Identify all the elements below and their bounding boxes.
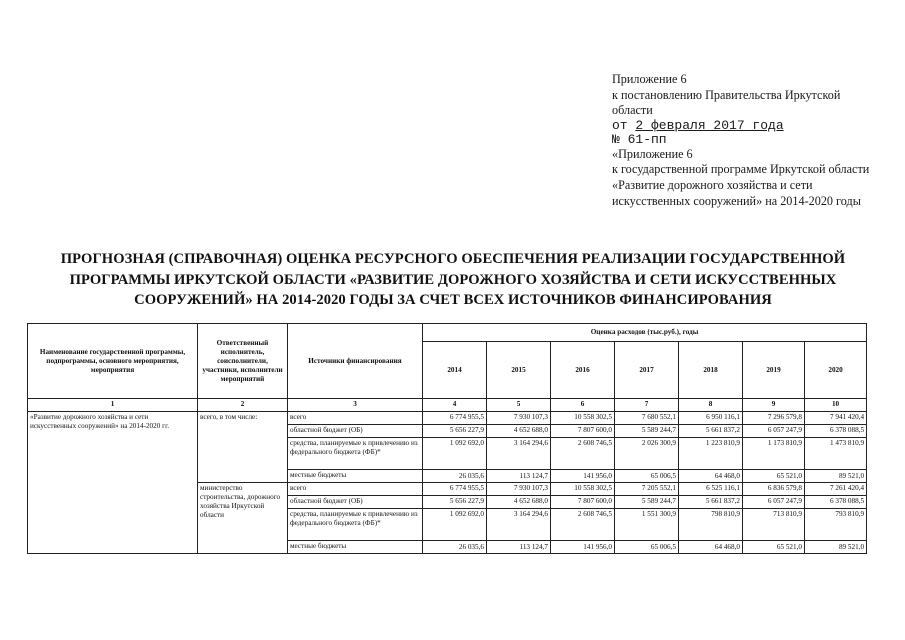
column-number-row (28, 399, 867, 412)
value-cell: 1 092 692,0 (423, 438, 487, 470)
value-cell: 3 164 294,6 (487, 509, 551, 541)
column-number: 6 (551, 399, 615, 412)
value-cell: 2 026 300,9 (615, 438, 679, 470)
column-number: 9 (743, 399, 805, 412)
appendix-line: области (612, 103, 653, 118)
value-cell: 65 006,5 (615, 541, 679, 554)
value-cell: 10 558 302,5 (551, 412, 615, 425)
value-cell: 141 956,0 (551, 470, 615, 483)
value-cell: 113 124,7 (487, 541, 551, 554)
appendix-line: к постановлению Правительства Иркутской (612, 87, 841, 102)
value-cell: 713 810,9 (743, 509, 805, 541)
column-number: 2 (198, 399, 288, 412)
appendix-line: «Приложение 6 (612, 146, 693, 161)
date-prefix: от (612, 117, 636, 133)
value-cell: 6 950 116,1 (679, 412, 743, 425)
value-cell: 7 941 420,4 (805, 412, 867, 425)
value-cell: 6 378 088,5 (805, 496, 867, 509)
column-number: 10 (805, 399, 867, 412)
value-cell: 7 930 107,3 (487, 483, 551, 496)
program-name-cell: «Развитие дорожного хозяйства и сети искусственных сооружений» на 2014-2020 гг. (28, 412, 198, 554)
value-cell: 89 521,0 (805, 470, 867, 483)
value-cell: 6 057 247,9 (743, 496, 805, 509)
column-number: 8 (679, 399, 743, 412)
value-cell: 65 521,0 (743, 541, 805, 554)
value-cell: 7 296 579,8 (743, 412, 805, 425)
value-cell: 65 006,5 (615, 470, 679, 483)
value-cell: 1 473 810,9 (805, 438, 867, 470)
header-year: 2019 (743, 342, 805, 399)
source-cell: местные бюджеты (288, 541, 423, 554)
value-cell: 6 525 116,1 (679, 483, 743, 496)
document-title: ПРОГНОЗНАЯ (СПРАВОЧНАЯ) ОЦЕНКА РЕСУРСНОГО ОБЕСПЕЧЕНИЯ РЕАЛИЗАЦИИ ГОСУДАРСТВЕННОЙ ПРОГРАММЫ ИРКУТСКОЙ ОБЛАСТИ «РАЗВИТИЕ ДОРОЖНОГО ХОЗЯЙСТВА И СЕТИ ИСКУССТВЕННЫХ СООРУЖЕНИЙ» НА 2014-2020 ГОДЫ ЗА СЧЕТ ВСЕХ ИСТОЧНИКОВ ФИНАНСИРОВАНИЯ (60, 251, 846, 308)
header-estimate: Оценка расходов (тыс.руб.), годы (423, 324, 867, 342)
value-cell: 141 956,0 (551, 541, 615, 554)
value-cell: 5 589 244,7 (615, 425, 679, 438)
source-cell: средства, планируемые к привлечению из федерального бюджета (ФБ)* (288, 509, 423, 541)
value-cell: 5 661 837,2 (679, 496, 743, 509)
value-cell: 1 551 300,9 (615, 509, 679, 541)
header-year: 2016 (551, 342, 615, 399)
column-number: 5 (487, 399, 551, 412)
value-cell: 6 057 247,9 (743, 425, 805, 438)
appendix-line: к государственной программе Иркутской области «Развитие дорожного хозяйства и сети искусственных сооружений» на 2014-2020 годы (612, 162, 870, 208)
value-cell: 89 521,0 (805, 541, 867, 554)
value-cell: 6 774 955,5 (423, 483, 487, 496)
value-cell: 7 205 552,1 (615, 483, 679, 496)
header-year: 2017 (615, 342, 679, 399)
header-year: 2015 (487, 342, 551, 399)
executor-cell: министерство строительства, дорожного хозяйства Иркутской области (198, 483, 288, 554)
column-number: 7 (615, 399, 679, 412)
source-cell: средства, планируемые к привлечению из федерального бюджета (ФБ)* (288, 438, 423, 470)
appendix-line: Приложение 6 (612, 72, 687, 86)
source-cell: всего (288, 483, 423, 496)
appendix-date-line (612, 119, 872, 133)
value-cell: 6 836 579,8 (743, 483, 805, 496)
value-cell: 65 521,0 (743, 470, 805, 483)
column-number: 4 (423, 399, 487, 412)
value-cell: 4 652 688,0 (487, 425, 551, 438)
value-cell: 6 774 955,5 (423, 412, 487, 425)
value-cell: 7 807 600,0 (551, 425, 615, 438)
value-cell: 7 807 600,0 (551, 496, 615, 509)
header-year: 2014 (423, 342, 487, 399)
value-cell: 7 261 420,4 (805, 483, 867, 496)
resource-table (27, 323, 867, 554)
value-cell: 5 656 227,9 (423, 425, 487, 438)
value-cell: 2 608 746,5 (551, 509, 615, 541)
value-cell: 5 656 227,9 (423, 496, 487, 509)
column-number: 3 (288, 399, 423, 412)
source-cell: областной бюджет (ОБ) (288, 425, 423, 438)
header-name: Наименование государственной программы, подпрограммы, основного мероприятия, мероприятия (28, 324, 198, 399)
value-cell: 798 810,9 (679, 509, 743, 541)
value-cell: 10 558 302,5 (551, 483, 615, 496)
header-source: Источники финансирования (288, 324, 423, 399)
value-cell: 793 810,9 (805, 509, 867, 541)
appendix-block (612, 72, 872, 209)
source-cell: областной бюджет (ОБ) (288, 496, 423, 509)
value-cell: 26 035,6 (423, 541, 487, 554)
value-cell: 6 378 088,5 (805, 425, 867, 438)
value-cell: 7 680 552,1 (615, 412, 679, 425)
value-cell: 64 468,0 (679, 470, 743, 483)
column-number: 1 (28, 399, 198, 412)
source-cell: местные бюджеты (288, 470, 423, 483)
value-cell: 2 608 746,5 (551, 438, 615, 470)
date-value: 2 февраля 2017 года (635, 117, 784, 133)
value-cell: 1 173 810,9 (743, 438, 805, 470)
value-cell: 26 035,6 (423, 470, 487, 483)
executor-cell: всего, в том числе: (198, 412, 288, 483)
value-cell: 64 468,0 (679, 541, 743, 554)
table-row (28, 412, 867, 425)
header-year: 2018 (679, 342, 743, 399)
value-cell: 113 124,7 (487, 470, 551, 483)
value-cell: 4 652 688,0 (487, 496, 551, 509)
value-cell: 1 092 692,0 (423, 509, 487, 541)
header-executor: Ответственный исполнитель, соисполнители, участники, исполнители мероприятий (198, 324, 288, 399)
value-cell: 7 930 107,3 (487, 412, 551, 425)
source-cell: всего (288, 412, 423, 425)
value-cell: 5 661 837,2 (679, 425, 743, 438)
value-cell: 5 589 244,7 (615, 496, 679, 509)
header-year: 2020 (805, 342, 867, 399)
value-cell: 1 223 810,9 (679, 438, 743, 470)
value-cell: 3 164 294,6 (487, 438, 551, 470)
document-number: № 61-пп (612, 131, 667, 147)
